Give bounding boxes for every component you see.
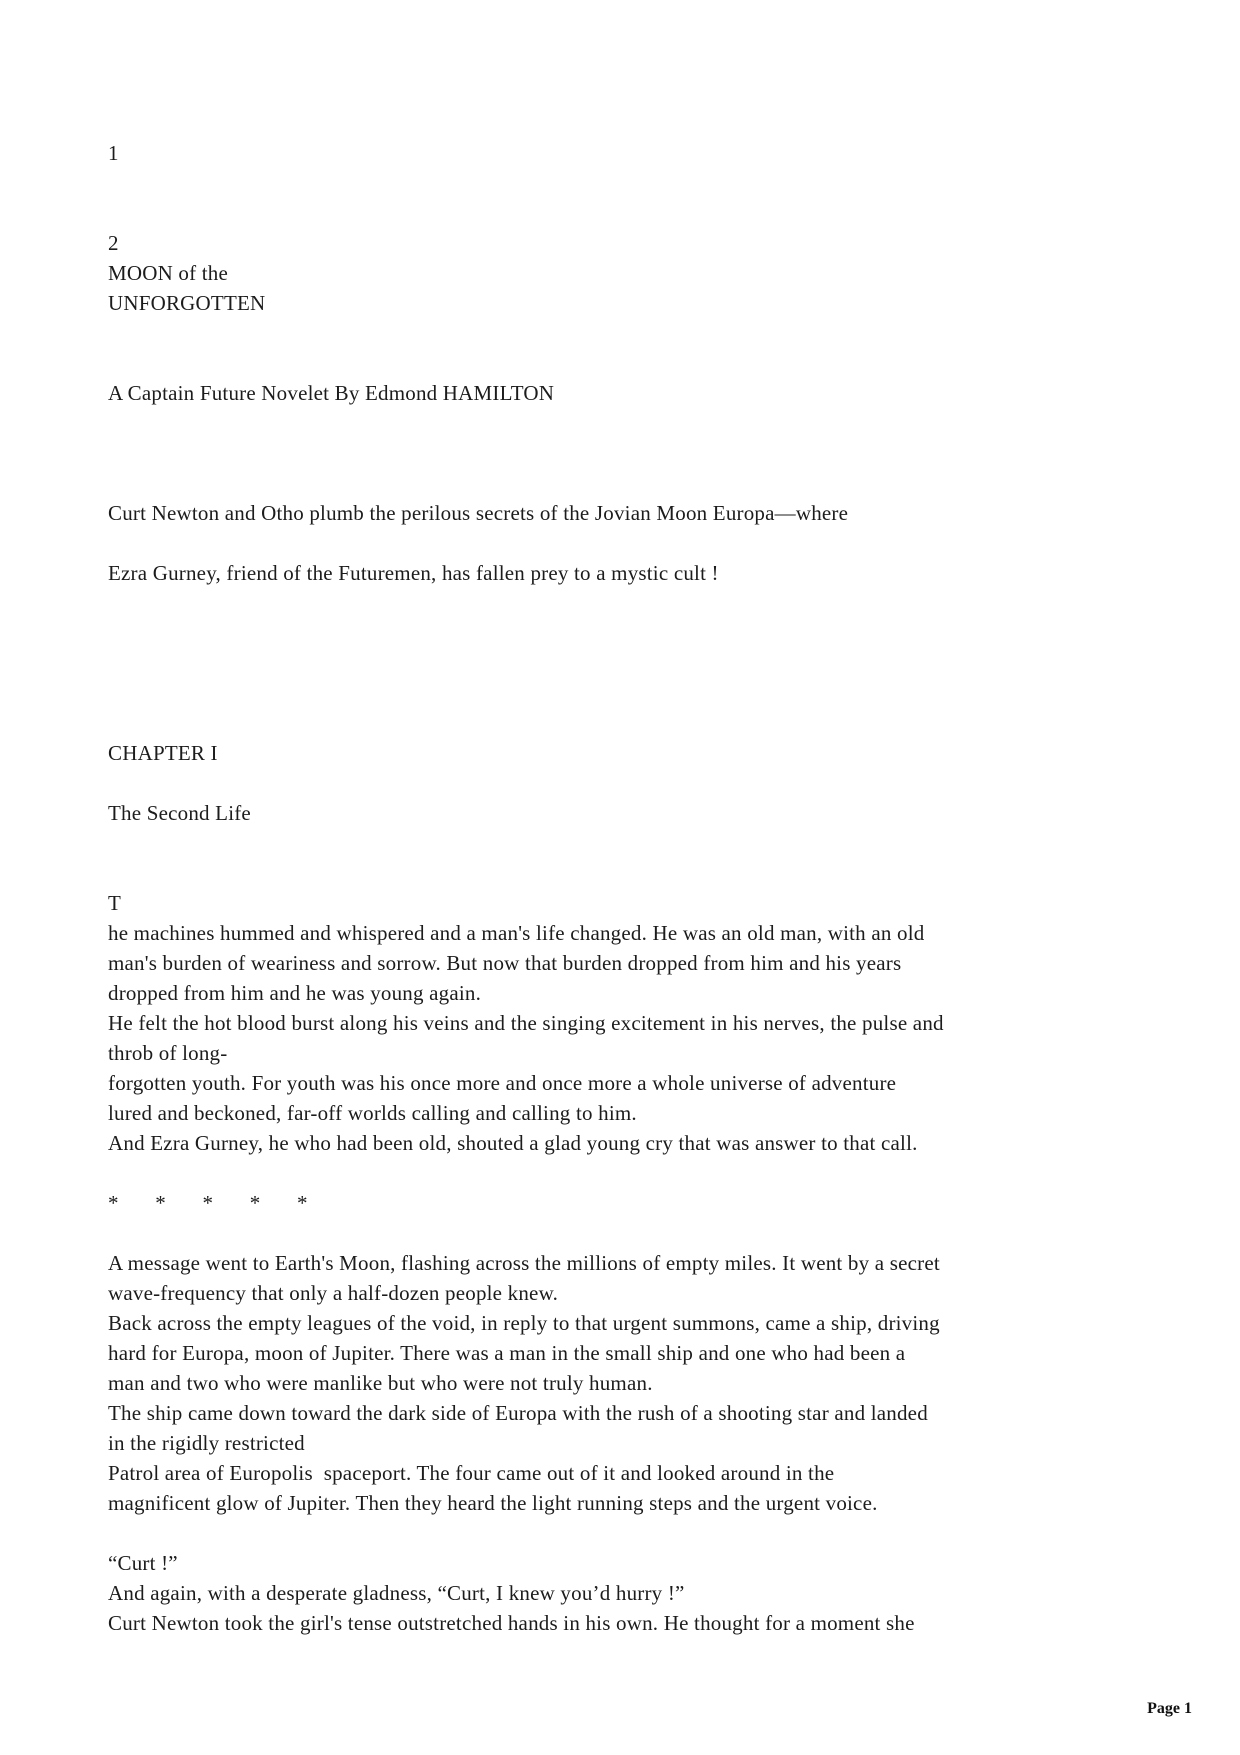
text-line-marker: 2 (108, 231, 119, 255)
text-line-body: dropped from him and he was young again. (108, 981, 482, 1005)
text-line-blank (108, 528, 1158, 558)
text-line-blank (108, 648, 1158, 678)
text-line-subtitle: The Second Life (108, 801, 251, 825)
text-line-blank (108, 168, 1158, 198)
text-line-body: The ship came down toward the dark side of Europa with the rush of a shooting star and landed (108, 1401, 928, 1425)
text-line-body: lured and beckoned, far-off worlds calling and calling to him. (108, 1101, 637, 1125)
text-line-blank (108, 438, 1158, 468)
text-line-blank (108, 588, 1158, 618)
text-line-blank (108, 198, 1158, 228)
text-line-body: magnificent glow of Jupiter. Then they heard the light running steps and the urgent voice. (108, 1491, 878, 1515)
text-line-teaser: Curt Newton and Otho plumb the perilous secrets of the Jovian Moon Europa—where (108, 501, 849, 525)
text-line-dialogue: “Curt !” (108, 1551, 178, 1575)
text-line-blank (108, 768, 1158, 798)
text-line-blank (108, 1158, 1158, 1188)
text-line-body: forgotten youth. For youth was his once more and once more a whole universe of adventure (108, 1071, 897, 1095)
text-line-blank (108, 1518, 1158, 1548)
text-line-body: Back across the empty leagues of the void, in reply to that urgent summons, came a ship, driving (108, 1311, 940, 1335)
text-line-body: Patrol area of Europolis spaceport. The four came out of it and looked around in the (108, 1461, 835, 1485)
text-line-blank (108, 348, 1158, 378)
text-line-blank (108, 708, 1158, 738)
text-line-chapter: CHAPTER I (108, 741, 218, 765)
text-line-blank (108, 828, 1158, 858)
text-line-body: throb of long- (108, 1041, 228, 1065)
text-line-dialogue: Curt Newton took the girl's tense outstretched hands in his own. He thought for a moment she (108, 1611, 915, 1635)
text-line-dialogue: And again, with a desperate gladness, “Curt, I knew you’d hurry !” (108, 1581, 685, 1605)
text-line-blank (108, 1218, 1158, 1248)
text-line-title: MOON of the (108, 261, 229, 285)
text-line-body: man and two who were manlike but who were not truly human. (108, 1371, 653, 1395)
text-lines (108, 138, 1158, 1638)
page-number-footer: Page 1 (1147, 1700, 1192, 1717)
text-line-body: He felt the hot blood burst along his veins and the singing excitement in his nerves, the pulse and (108, 1011, 944, 1035)
text-line-initial: T (108, 891, 122, 915)
text-line-blank (108, 408, 1158, 438)
text-line-body: A message went to Earth's Moon, flashing across the millions of empty miles. It went by a secret (108, 1251, 940, 1275)
text-line-byline: A Captain Future Novelet By Edmond HAMILTON (108, 381, 555, 405)
text-line-body: in the rigidly restricted (108, 1431, 305, 1455)
text-line-body: And Ezra Gurney, he who had been old, shouted a glad young cry that was answer to that call. (108, 1131, 918, 1155)
text-line-body: hard for Europa, moon of Jupiter. There was a man in the small ship and one who had been a (108, 1341, 906, 1365)
text-line-blank (108, 858, 1158, 888)
text-line-blank (108, 618, 1158, 648)
text-line-blank (108, 318, 1158, 348)
text-line-marker: 1 (108, 141, 119, 165)
text-line-body: wave-frequency that only a half-dozen people knew. (108, 1281, 559, 1305)
text-line-body: man's burden of weariness and sorrow. But now that burden dropped from him and his years (108, 951, 902, 975)
text-line-blank (108, 678, 1158, 708)
text-line-blank (108, 468, 1158, 498)
text-line-body: he machines hummed and whispered and a man's life changed. He was an old man, with an old (108, 921, 925, 945)
text-line-title: UNFORGOTTEN (108, 291, 266, 315)
text-line-teaser: Ezra Gurney, friend of the Futuremen, has fallen prey to a mystic cult ! (108, 561, 719, 585)
text-line-separator: * * * * * (108, 1191, 308, 1215)
